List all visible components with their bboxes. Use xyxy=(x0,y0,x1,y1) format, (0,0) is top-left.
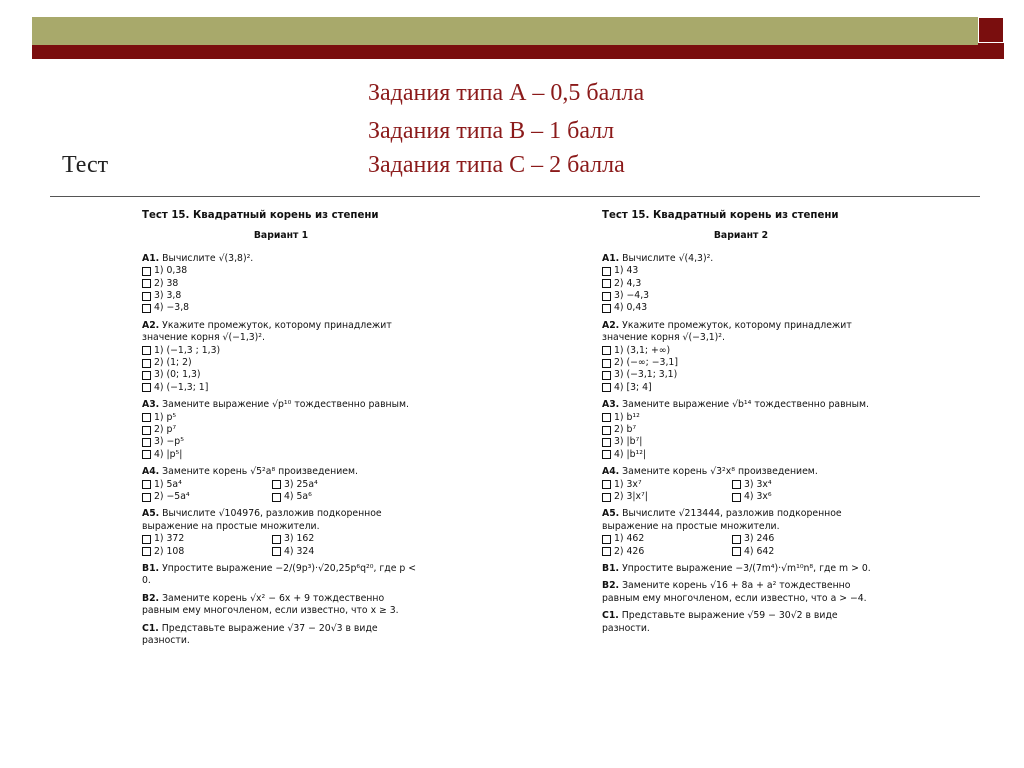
heading-type-b: Задания типа В – 1 балл xyxy=(368,118,615,144)
answer-option[interactable]: 3) 25a⁴ xyxy=(272,479,402,491)
question-b2: В2. Замените корень √16 + 8a + a² тождественно равным ему многочленом, если известно, что a > −4. xyxy=(602,580,867,604)
variant2-label: Вариант 2 xyxy=(713,230,769,242)
checkbox[interactable] xyxy=(732,493,741,502)
checkbox[interactable] xyxy=(142,267,151,276)
answer-option[interactable]: 3) (0; 1,3) xyxy=(142,369,420,381)
checkbox[interactable] xyxy=(602,383,611,392)
checkbox[interactable] xyxy=(602,480,611,489)
answer-option[interactable]: 3) −p⁵ xyxy=(142,436,420,448)
checkbox[interactable] xyxy=(142,279,151,288)
variant2-title: Тест 15. Квадратный корень из степени xyxy=(602,210,839,221)
answer-option[interactable]: 2) (1; 2) xyxy=(142,357,420,369)
answer-option[interactable]: 1) 3x⁷ xyxy=(602,479,732,491)
checkbox[interactable] xyxy=(602,413,611,422)
answer-option[interactable]: 2) 38 xyxy=(142,278,420,290)
question-a3: А3. Замените выражение √p¹⁰ тождественно равным. xyxy=(142,399,409,411)
question-a1: А1. Вычислите √(3,8)². xyxy=(142,252,254,264)
question-c1: С1. Представьте выражение √37 − 20√3 в виде разности. xyxy=(142,622,378,646)
answer-option[interactable]: 2) b⁷ xyxy=(602,424,880,436)
checkbox[interactable] xyxy=(732,480,741,489)
corner-square-lower xyxy=(978,43,1004,59)
checkbox[interactable] xyxy=(272,493,281,502)
answer-option[interactable]: 1) b¹² xyxy=(602,412,880,424)
answer-option[interactable]: 1) (3,1; +∞) xyxy=(602,345,880,357)
checkbox[interactable] xyxy=(142,450,151,459)
checkbox[interactable] xyxy=(142,304,151,313)
checkbox[interactable] xyxy=(602,279,611,288)
checkbox[interactable] xyxy=(142,426,151,435)
header-band-maroon xyxy=(32,45,978,59)
question-b1: В1. Упростите выражение −2/(9p³)·√20,25p⁶q²⁰, где p < 0. xyxy=(142,562,417,587)
answer-option[interactable]: 3) |b⁷| xyxy=(602,436,880,448)
corner-square xyxy=(978,17,1004,43)
checkbox[interactable] xyxy=(142,292,151,301)
answer-option[interactable]: 1) 372 xyxy=(142,533,272,545)
answer-option[interactable]: 2) 4,3 xyxy=(602,278,880,290)
variant2-column xyxy=(602,210,880,635)
checkbox[interactable] xyxy=(602,450,611,459)
answer-option[interactable]: 1) (−1,3 ; 1,3) xyxy=(142,345,420,357)
checkbox[interactable] xyxy=(142,383,151,392)
checkbox[interactable] xyxy=(272,480,281,489)
heading-type-a: Задания типа А – 0,5 балла xyxy=(368,80,645,106)
checkbox[interactable] xyxy=(602,493,611,502)
checkbox[interactable] xyxy=(142,359,151,368)
answer-option[interactable]: 4) −3,8 xyxy=(142,302,420,314)
variant1-title: Тест 15. Квадратный корень из степени xyxy=(142,210,379,221)
answer-option[interactable]: 2) (−∞; −3,1] xyxy=(602,357,880,369)
header-band-olive xyxy=(32,17,978,45)
checkbox[interactable] xyxy=(602,304,611,313)
answer-option[interactable]: 4) 3x⁶ xyxy=(732,491,862,503)
checkbox[interactable] xyxy=(602,346,611,355)
question-a5: А5. Вычислите √104976, разложив подкоренное выражение на простые множители. xyxy=(142,508,382,532)
question-b1: В1. Упростите выражение −3/(7m⁴)·√m¹⁰n⁸, где m > 0. xyxy=(602,562,871,574)
slide-title: Тест xyxy=(62,152,109,178)
answer-option[interactable]: 3) 246 xyxy=(732,533,862,545)
answer-option[interactable]: 2) −5a⁴ xyxy=(142,491,272,503)
answer-option[interactable]: 1) 43 xyxy=(602,265,880,277)
answer-option[interactable]: 3) 3,8 xyxy=(142,290,420,302)
heading-type-c: Задания типа С – 2 балла xyxy=(368,152,625,178)
checkbox[interactable] xyxy=(142,371,151,380)
question-a3: А3. Замените выражение √b¹⁴ тождественно равным. xyxy=(602,399,869,411)
question-a5: А5. Вычислите √213444, разложив подкоренное выражение на простые множители. xyxy=(602,508,842,532)
checkbox[interactable] xyxy=(732,547,741,556)
answer-option[interactable]: 4) |p⁵| xyxy=(142,449,420,461)
checkbox[interactable] xyxy=(272,547,281,556)
checkbox[interactable] xyxy=(602,438,611,447)
answer-option[interactable]: 4) [3; 4] xyxy=(602,382,880,394)
variant1-column xyxy=(142,210,420,647)
answer-option[interactable]: 4) |b¹²| xyxy=(602,449,880,461)
answer-option[interactable]: 4) 642 xyxy=(732,546,862,558)
answer-option[interactable]: 3) (−3,1; 3,1) xyxy=(602,369,880,381)
checkbox[interactable] xyxy=(602,359,611,368)
answer-option[interactable]: 1) 5a⁴ xyxy=(142,479,272,491)
checkbox[interactable] xyxy=(272,535,281,544)
checkbox[interactable] xyxy=(142,438,151,447)
divider-line xyxy=(50,196,980,197)
variant1-label: Вариант 1 xyxy=(253,230,309,242)
answer-option[interactable]: 1) 0,38 xyxy=(142,265,420,277)
checkbox[interactable] xyxy=(602,267,611,276)
answer-option[interactable]: 3) −4,3 xyxy=(602,290,880,302)
checkbox[interactable] xyxy=(142,346,151,355)
answer-option[interactable]: 4) 324 xyxy=(272,546,402,558)
answer-option[interactable]: 4) (−1,3; 1] xyxy=(142,382,420,394)
answer-option[interactable]: 2) 3|x⁷| xyxy=(602,491,732,503)
question-c1: С1. Представьте выражение √59 − 30√2 в виде разности. xyxy=(602,610,838,634)
checkbox[interactable] xyxy=(602,426,611,435)
checkbox[interactable] xyxy=(142,480,151,489)
question-a1: А1. Вычислите √(4,3)². xyxy=(602,252,714,264)
question-b2: В2. Замените корень √x² − 6x + 9 тождественно равным ему многочленом, если известно, что x ≥ 3. xyxy=(142,592,399,617)
checkbox[interactable] xyxy=(142,547,151,556)
answer-option[interactable]: 2) p⁷ xyxy=(142,424,420,436)
checkbox[interactable] xyxy=(602,535,611,544)
question-a2: А2. Укажите промежуток, которому принадлежит значение корня √(−3,1)². xyxy=(602,319,852,344)
checkbox[interactable] xyxy=(142,493,151,502)
checkbox[interactable] xyxy=(602,547,611,556)
checkbox[interactable] xyxy=(602,292,611,301)
answer-option[interactable]: 2) 108 xyxy=(142,546,272,558)
answer-option[interactable]: 4) 0,43 xyxy=(602,302,880,314)
checkbox[interactable] xyxy=(142,535,151,544)
question-a4: А4. Замените корень √3²x⁸ произведением. xyxy=(602,466,818,478)
checkbox[interactable] xyxy=(732,535,741,544)
checkbox[interactable] xyxy=(142,413,151,422)
answer-option[interactable]: 1) 462 xyxy=(602,533,732,545)
answer-option[interactable]: 4) 5a⁶ xyxy=(272,491,402,503)
answer-option[interactable]: 1) p⁵ xyxy=(142,412,420,424)
question-a2: А2. Укажите промежуток, которому принадлежит значение корня √(−1,3)². xyxy=(142,319,392,344)
checkbox[interactable] xyxy=(602,371,611,380)
question-a4: А4. Замените корень √5²a⁸ произведением. xyxy=(142,466,358,478)
answer-option[interactable]: 3) 3x⁴ xyxy=(732,479,862,491)
answer-option[interactable]: 3) 162 xyxy=(272,533,402,545)
answer-option[interactable]: 2) 426 xyxy=(602,546,732,558)
